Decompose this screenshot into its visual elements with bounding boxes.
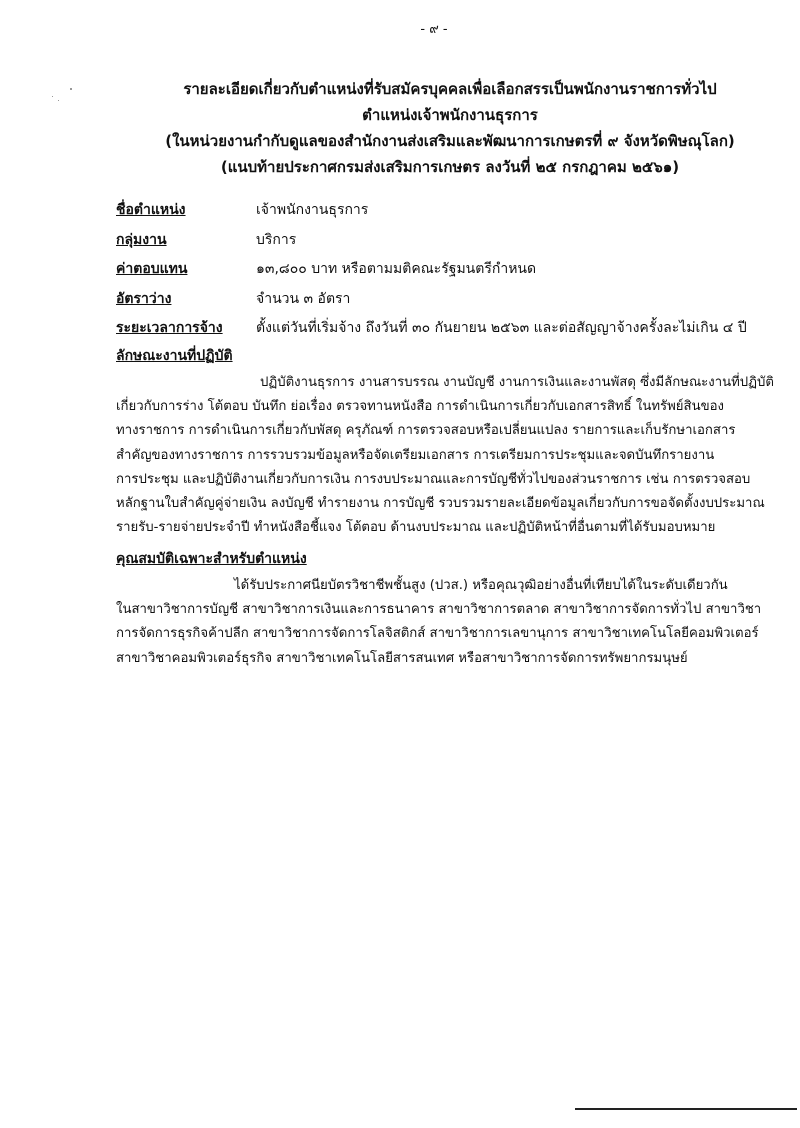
header-agency: (ในหน่วยงานกำกับดูแลของสำนักงานส่งเสริมและพัฒนาการเกษตรที่ ๙ จังหวัดพิษณุโลก) [165,132,735,150]
field-row-vacancies [116,285,776,315]
qualifications-paragraph [116,574,800,671]
paragraph-line: เกี่ยวกับการร่าง โต้ตอบ บันทึก ย่อเรื่อง ตรวจทานหนังสือ การดำเนินการเกี่ยวกับเอกสารสิทธิ์ ในทรัพย์สินของ [116,399,724,415]
header-title: รายละเอียดเกี่ยวกับตำแหน่งที่รับสมัครบุคคลเพื่อเลือกสรรเป็นพนักงานราชการทั่วไป [183,80,717,98]
duties-heading: ลักษณะงานที่ปฏิบัติ [116,348,233,364]
page-number: - ๙ - [420,22,448,37]
duties-paragraph [116,371,800,540]
field-value: บริการ [256,231,297,248]
position-fields [116,196,776,344]
document-header [150,76,750,180]
scan-speck [58,100,59,101]
paragraph-line: รายรับ-รายจ่ายประจำปี ทำหนังสือชี้แจง โต้ตอบ ด้านงบประมาณ และปฏิบัติหน้าที่อื่นตามที่ได้รับมอบหมาย [116,520,716,536]
field-value: เจ้าพนักงานธุรการ [256,202,369,218]
field-value: ตั้งแต่วันที่เริ่มจ้าง ถึงวันที่ ๓๐ กันยายน ๒๕๖๓ และต่อสัญญาจ้างครั้งละไม่เกิน ๔ ปี [256,320,747,336]
paragraph-line: ได้รับประกาศนียบัตรวิชาชีพชั้นสูง (ปวส.) หรือคุณวุฒิอย่างอื่นที่เทียบได้ในระดับเดียวกัน [234,578,728,593]
qualifications-heading: คุณสมบัติเฉพาะสำหรับตำแหน่ง [116,551,307,567]
paragraph-line: ปฏิบัติงานธุรการ งานสารบรรณ งานบัญชี งานการเงินและงานพัสดุ ซึ่งมีลักษณะงานที่ปฏิบัติ [260,375,774,390]
field-value: จำนวน ๓ อัตรา [256,290,351,307]
paragraph-line: ในสาขาวิชาการบัญชี สาขาวิชาการเงินและการธนาคาร สาขาวิชาการตลาด สาขาวิชาการจัดการทั่วไป สาขาวิชา [116,602,762,618]
field-label: ระยะเวลาการจ้าง [116,320,223,336]
scan-speck [70,88,72,90]
paragraph-line: สาขาวิชาคอมพิวเตอร์ธุรกิจ สาขาวิชาเทคโนโลยีสารสนเทศ หรือสาขาวิชาการจัดการทรัพยากรมนุษย์ [116,650,688,666]
paragraph-line: สำคัญของทางราชการ การรวบรวมข้อมูลหรือจัดเตรียมเอกสาร การเตรียมการประชุมและจดบันทึกรายงาน [116,447,715,463]
field-label: ชื่อตำแหน่ง [116,202,186,218]
scan-edge-line [575,1108,797,1110]
paragraph-line: การจัดการธุรกิจค้าปลีก สาขาวิชาการจัดการโลจิสติกส์ สาขาวิชาการเลขานุการ สาขาวิชาเทคโนโลยีคอมพิวเตอร์ [116,626,759,642]
field-row-position-name [116,196,776,226]
field-value: ๑๓,๘๐๐ บาท หรือตามมติคณะรัฐมนตรีกำหนด [256,261,537,277]
field-label: กลุ่มงาน [116,231,167,248]
field-label: อัตราว่าง [116,290,172,307]
field-label: ค่าตอบแทน [116,261,188,277]
header-annex: (แนบท้ายประกาศกรมส่งเสริมการเกษตร ลงวันที่ ๒๕ กรกฎาคม ๒๕๖๑) [220,158,680,176]
field-row-employment-period [116,314,776,344]
paragraph-line: ทางราชการ การดำเนินการเกี่ยวกับพัสดุ ครุภัณฑ์ การตรวจสอบหรือเปลี่ยนแปลง รายการและเก็บรักษาเอกสาร [116,423,736,439]
header-position: ตำแหน่งเจ้าพนักงานธุรการ [362,106,538,124]
scan-speck [52,96,53,97]
field-row-compensation [116,255,776,285]
paragraph-line: การประชุม และปฏิบัติงานเกี่ยวกับการเงิน การงบประมาณและการบัญชีทั่วไปของส่วนราชการ เช่น การตรวจสอบ [116,471,751,487]
paragraph-line: หลักฐานใบสำคัญคู่จ่ายเงิน ลงบัญชี ทำรายงาน การบัญชี รวบรวมรายละเอียดข้อมูลเกี่ยวกับการขอจัดตั้งงบประมาณ [116,496,765,512]
field-row-work-group [116,226,776,256]
